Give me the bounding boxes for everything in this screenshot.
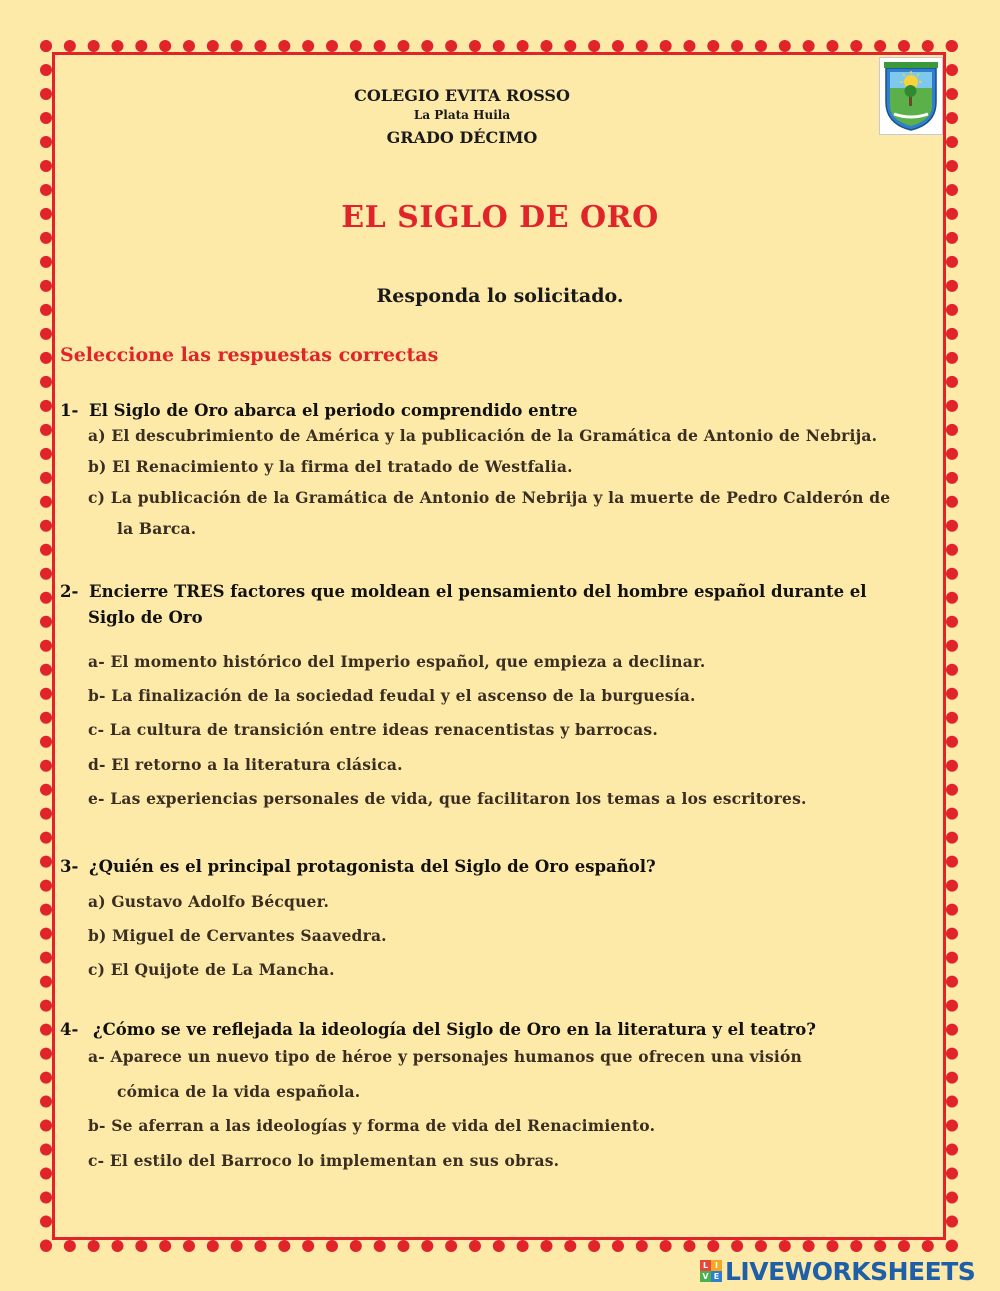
question-text: Encierre TRES factores que moldean el pensamiento del hombre español durante el — [89, 582, 867, 601]
liveworksheets-watermark — [700, 1258, 975, 1284]
badge-letter: L — [700, 1260, 711, 1271]
school-logo — [879, 57, 943, 135]
q1-option-b[interactable]: b) El Renacimiento y la firma del tratado de Westfalia. — [88, 457, 573, 476]
q1-option-c[interactable]: c) La publicación de la Gramática de Antonio de Nebrija y la muerte de Pedro Calderón de — [88, 488, 891, 507]
question-text: ¿Cómo se ve reflejada la ideología del Siglo de Oro en la literatura y el teatro? — [93, 1020, 816, 1039]
q2-option-d[interactable]: d- El retorno a la literatura clásica. — [88, 755, 403, 774]
liveworksheets-logo-icon — [700, 1260, 722, 1282]
question-text: ¿Quién es el principal protagonista del Siglo de Oro español? — [89, 857, 656, 876]
q4-option-b[interactable]: b- Se aferran a las ideologías y forma de vida del Renacimiento. — [88, 1116, 656, 1135]
q2-option-b[interactable]: b- La finalización de la sociedad feudal y el ascenso de la burguesía. — [88, 686, 696, 705]
question-3 — [60, 857, 656, 876]
question-4 — [60, 1020, 816, 1039]
question-2-line-2: Siglo de Oro — [88, 608, 203, 627]
question-number: 1- — [60, 401, 79, 420]
grade-level: GRADO DÉCIMO — [386, 128, 538, 147]
q3-option-c[interactable]: c) El Quijote de La Mancha. — [88, 960, 335, 979]
page-subtitle: Responda lo solicitado. — [376, 285, 624, 307]
q4-option-a-continued[interactable]: cómica de la vida española. — [117, 1082, 361, 1101]
q4-option-a[interactable]: a- Aparece un nuevo tipo de héroe y personajes humanos que ofrecen una visión — [88, 1047, 802, 1066]
badge-letter: I — [711, 1260, 722, 1271]
badge-letter: E — [711, 1271, 722, 1282]
question-text: El Siglo de Oro abarca el periodo comprendido entre — [89, 401, 578, 420]
q2-option-c[interactable]: c- La cultura de transición entre ideas renacentistas y barrocas. — [88, 720, 658, 739]
q3-option-b[interactable]: b) Miguel de Cervantes Saavedra. — [88, 926, 387, 945]
question-2 — [60, 582, 867, 601]
question-number: 3- — [60, 857, 79, 876]
question-number: 2- — [60, 582, 79, 601]
badge-letter: V — [700, 1271, 711, 1282]
q3-option-a[interactable]: a) Gustavo Adolfo Bécquer. — [88, 892, 330, 911]
q4-option-c[interactable]: c- El estilo del Barroco lo implementan en sus obras. — [88, 1151, 560, 1170]
instruction-heading: Seleccione las respuestas correctas — [60, 344, 439, 366]
question-number: 4- — [60, 1020, 79, 1039]
liveworksheets-brand: LIVEWORKSHEETS — [725, 1256, 976, 1286]
school-name: COLEGIO EVITA ROSSO — [354, 86, 570, 105]
q2-option-e[interactable]: e- Las experiencias personales de vida, que facilitaron los temas a los escritores. — [88, 789, 807, 808]
q1-option-a[interactable]: a) El descubrimiento de América y la publicación de la Gramática de Antonio de Nebrija. — [88, 426, 878, 445]
school-location: La Plata Huila — [413, 108, 511, 122]
school-shield-icon — [880, 58, 942, 134]
q2-option-a[interactable]: a- El momento histórico del Imperio español, que empieza a declinar. — [88, 652, 706, 671]
q1-option-c-continued[interactable]: la Barca. — [117, 519, 197, 538]
page-title: EL SIGLO DE ORO — [341, 200, 659, 235]
question-1 — [60, 401, 577, 420]
